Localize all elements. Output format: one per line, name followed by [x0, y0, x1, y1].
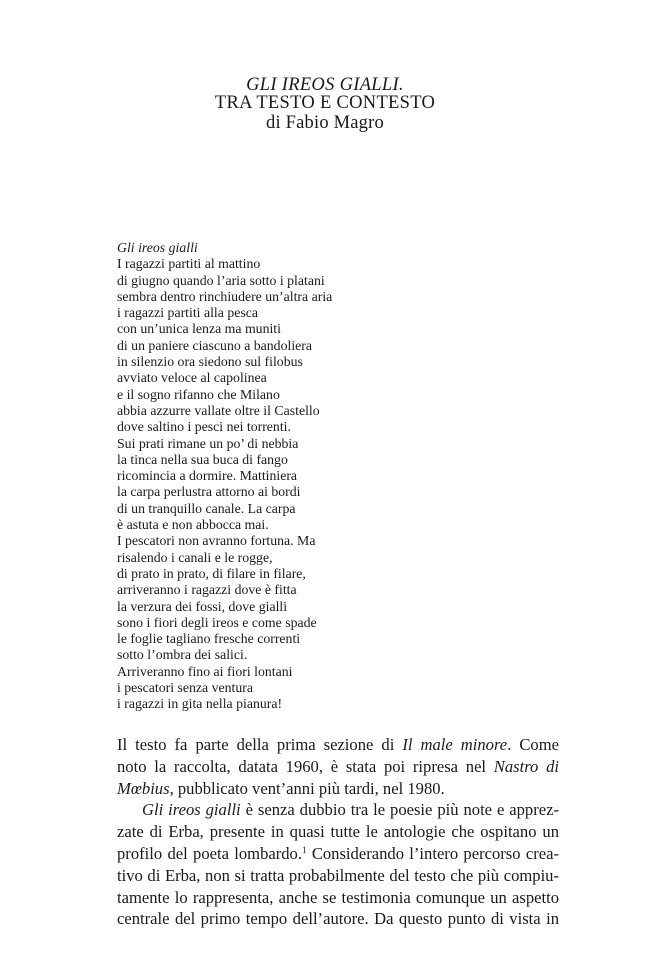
text-line [117, 799, 559, 821]
poem-line: avviato veloce al capolinea [117, 370, 267, 386]
book-title: Il male minore [402, 735, 508, 754]
poem-line: sembra dentro rinchiudere un’altra aria [117, 288, 333, 304]
poem-line: abbia azzurre vallate oltre il Castello [117, 402, 320, 418]
paragraph [117, 799, 559, 930]
poem-title: Gli ireos gialli [117, 240, 198, 255]
text-run: Il testo fa parte della prima sezione di [117, 735, 403, 754]
text-run: profilo del poeta lombardo. [117, 843, 303, 863]
poem-line: i ragazzi partiti alla pesca [117, 305, 258, 321]
text-run: è senza dubbio tra le poesie più note e apprez- [240, 800, 559, 820]
text-line: tamente lo rappresenta, anche se testimonia comunque un aspetto [117, 887, 559, 907]
book-title: Nastro di [493, 756, 559, 776]
poem-line: ricomincia a dormire. Mattiniera [117, 468, 298, 484]
poem-line: è astuta e non abbocca mai. [117, 517, 269, 533]
poem-line: sotto l’ombra dei salici. [117, 647, 248, 663]
poem-line: risalendo i canali e le rogge, [117, 549, 273, 565]
poem-title-ref: Gli ireos gialli [142, 800, 241, 820]
chapter-subtitle: TRA TESTO E CONTESTO [214, 93, 436, 113]
poem-line: di giugno quando l’aria sotto i platani [117, 272, 325, 288]
chapter-author: di Fabio Magro [266, 113, 384, 133]
poem-line: con un’unica lenza ma muniti [117, 321, 281, 337]
poem-line: i ragazzi in gita nella pianura! [117, 696, 283, 712]
text-run: . Come [507, 735, 559, 754]
text-line [117, 756, 559, 778]
paragraph [117, 734, 559, 799]
poem-line: in silenzio ora siedono sul filobus [117, 354, 303, 370]
text-line: tivo di Erba, non si tratta probabilmente del testo che più compiu- [117, 865, 559, 885]
text-run: , pubblicato vent’anni più tardi, nel 1980. [169, 778, 445, 798]
text-line [117, 843, 559, 865]
poem-line: le foglie tagliano fresche correnti [117, 631, 301, 647]
poem-line: arriveranno i ragazzi dove è fitta [117, 582, 297, 598]
poem-line: la tinca nella sua buca di fango [117, 451, 288, 467]
poem-line: sono i fiori degli ireos e come spade [117, 614, 317, 630]
poem-line: di prato in prato, di filare in filare, [117, 565, 306, 581]
poem-line: I pescatori non avranno fortuna. Ma [117, 533, 316, 549]
footnote-ref[interactable]: 1 [302, 844, 307, 855]
poem-line: la verzura dei fossi, dove gialli [117, 598, 288, 614]
poem-line: Arriveranno fino ai fiori lontani [117, 663, 293, 679]
text-run: noto la raccolta, datata 1960, è stata poi ripresa nel [117, 756, 494, 776]
poem-line: dove saltino i pesci nei torrenti. [117, 419, 291, 435]
text-run: Considerando l’intero percorso crea- [306, 843, 559, 863]
poem-line: e il sogno rifanno che Milano [117, 386, 280, 402]
poem-line: I ragazzi partiti al mattino [117, 256, 261, 272]
text-line [117, 778, 559, 800]
poem-line: la carpa perlustra attorno ai bordi [117, 484, 301, 500]
body-text [117, 734, 559, 930]
poem-line: di un tranquillo canale. La carpa [117, 500, 296, 516]
poem-line: di un paniere ciascuno a bandoliera [117, 337, 312, 353]
book-title: Mœbius [117, 778, 170, 798]
text-line [117, 734, 559, 756]
poem-lines [117, 256, 477, 712]
poem-line: Sui prati rimane un po’ di nebbia [117, 435, 299, 451]
text-line: centrale del primo tempo dell’autore. Da questo punto di vista in [117, 909, 559, 929]
chapter-title: GLI IREOS GIALLI. [246, 75, 404, 95]
text-line: zate di Erba, presente in quasi tutte le antologie che ospitano un [117, 822, 559, 842]
poem-line: i pescatori senza ventura [117, 680, 253, 696]
poem-block [117, 240, 477, 713]
